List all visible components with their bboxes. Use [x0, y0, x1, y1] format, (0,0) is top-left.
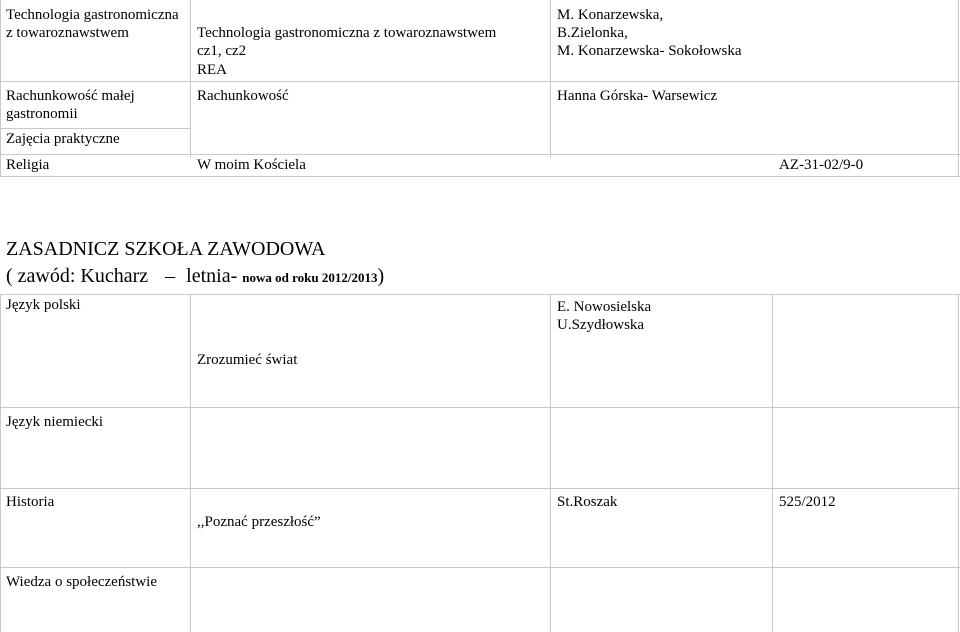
- title-technologia-line2: cz1, cz2: [197, 43, 247, 59]
- table2-row-line-1: [0, 294, 960, 295]
- title-poznac-przeszlosc: ,,Poznać przeszłość”: [197, 514, 321, 530]
- title-technologia-line1: Technologia gastronomiczna z towaroznawstwem: [197, 25, 497, 41]
- table1-row-line-1: [0, 81, 960, 82]
- table2-col-line-3: [550, 294, 551, 632]
- table1-col-line-2: [190, 0, 191, 158]
- table1-row-line-2: [0, 128, 190, 129]
- section-heading: ZASADNICZ SZKOŁA ZAWODOWA: [6, 238, 326, 260]
- subject-rachunkowosc-line2: gastronomii: [6, 106, 78, 122]
- author-polski-line1: E. Nowosielska: [557, 299, 652, 315]
- table1-row-line-4: [0, 176, 960, 177]
- author-technologia-line1: M. Konarzewska,: [557, 7, 664, 23]
- table1-col-line-4: [958, 0, 959, 176]
- title-religia: W moim Kościela: [197, 157, 306, 173]
- table2-col-line-4: [772, 294, 773, 632]
- subheading-small: nowa od roku 2012/2013: [242, 270, 378, 285]
- table2-col-line-2: [190, 294, 191, 632]
- publisher-rea: REA: [197, 62, 227, 78]
- subject-rachunkowosc-line1: Rachunkowość małej: [6, 88, 135, 104]
- table2-col-line-1: [0, 294, 1, 632]
- subject-wiedza-o-spoleczenstwie: Wiedza o społeczeństwie: [6, 574, 157, 590]
- subject-zajecia-praktyczne: Zajęcia praktyczne: [6, 131, 120, 147]
- table1-col-line-3: [550, 0, 551, 158]
- title-rachunkowosc: Rachunkowość: [197, 88, 289, 104]
- table2-col-line-5: [958, 294, 959, 632]
- table2-row-line-2: [0, 407, 960, 408]
- subject-jezyk-polski: Język polski: [6, 297, 81, 313]
- number-historia: 525/2012: [779, 494, 836, 510]
- author-technologia-line3: M. Konarzewska- Sokołowska: [557, 43, 742, 59]
- subheading-dash: –: [165, 265, 176, 287]
- table1-col-line-1: [0, 0, 1, 176]
- number-religia: AZ-31-02/9-0: [779, 157, 864, 173]
- subheading-open: ( zawód: Kucharz: [6, 265, 149, 287]
- section-subheading: [6, 264, 384, 290]
- table2-row-line-4: [0, 567, 960, 568]
- author-rachunkowosc: Hanna Górska- Warsewicz: [557, 88, 718, 104]
- subheading-main: letnia-: [186, 265, 238, 287]
- table2-row-line-3: [0, 488, 960, 489]
- subheading-close: ): [377, 265, 385, 287]
- title-zrozumiec-swiat: Zrozumieć świat: [197, 352, 298, 368]
- subject-jezyk-niemiecki: Język niemiecki: [6, 414, 104, 430]
- author-technologia-line2: B.Zielonka,: [557, 25, 628, 41]
- author-polski-line2: U.Szydłowska: [557, 317, 645, 333]
- table1-row-line-3: [0, 154, 960, 155]
- subject-technologia-line1: Technologia gastronomiczna: [6, 7, 179, 23]
- author-historia: St.Roszak: [557, 494, 618, 510]
- subject-religia: Religia: [6, 157, 50, 173]
- subject-historia: Historia: [6, 494, 55, 510]
- subject-technologia-line2: z towaroznawstwem: [6, 25, 129, 41]
